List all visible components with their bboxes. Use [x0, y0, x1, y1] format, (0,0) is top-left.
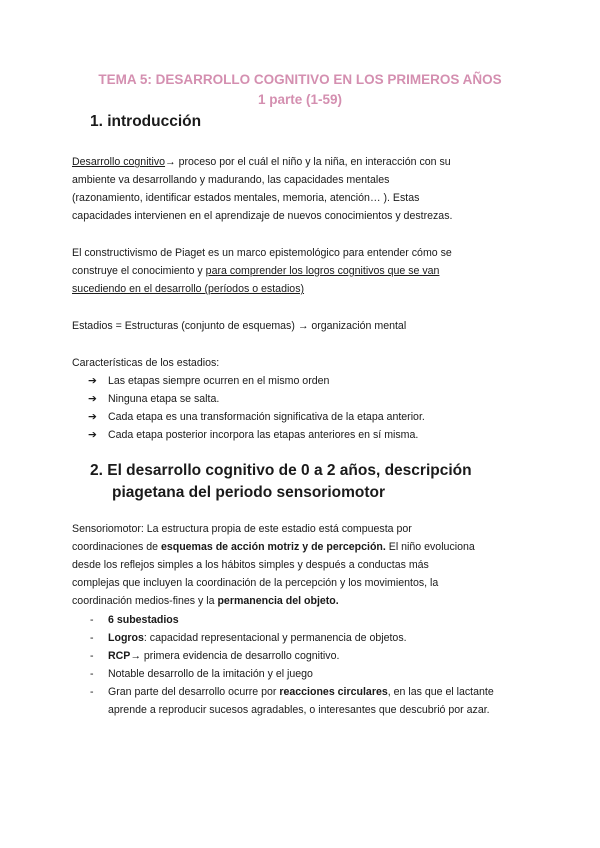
sensoriomotor-list: [90, 611, 530, 719]
dash-marker: -: [90, 668, 94, 680]
list-item-text: Las etapas siempre ocurren en el mismo orden: [108, 375, 330, 387]
list-item: [88, 372, 425, 390]
section-2-heading-line-2: piagetana del periodo sensoriomotor: [112, 484, 386, 501]
p2-line-1: El constructivismo de Piaget es un marco epistemológico para entender cómo se: [72, 247, 452, 259]
list-item: [88, 408, 425, 426]
title-line-2: 1 parte (1-59): [257, 92, 343, 107]
characteristics-label: Características de los estadios:: [72, 357, 220, 369]
s2-line-1: Sensoriomotor: La estructura propia de este estadio está compuesta por: [72, 523, 412, 535]
list-item-text: Gran parte del desarrollo ocurre por: [108, 686, 280, 698]
dash-marker: -: [90, 614, 94, 626]
arrow-icon: ➔: [88, 411, 97, 423]
section-1-paragraph-2: [72, 244, 532, 298]
list-item: [88, 426, 425, 444]
list-item: [88, 390, 425, 408]
arrow-icon: ➔: [88, 429, 97, 441]
s2-line-2a: coordinaciones de: [72, 541, 161, 553]
list-item-bold: RCP: [108, 650, 131, 662]
title-line-1: TEMA 5: DESARROLLO COGNITIVO EN LOS PRIMEROS AÑOS: [98, 72, 502, 87]
list-item-text: Cada etapa posterior incorpora las etapas anteriores en sí misma.: [108, 429, 419, 441]
list-item-text: : capacidad representacional y permanencia de objetos.: [143, 632, 407, 644]
p2-line-2: construye el conocimiento y: [72, 265, 206, 277]
p1-line-2: ambiente va desarrollando y madurando, las capacidades mentales: [72, 174, 390, 186]
document-title: [40, 70, 560, 110]
list-item-text: Notable desarrollo de la imitación y el juego: [108, 668, 313, 680]
list-item-text: → primera evidencia de desarrollo cognitivo.: [130, 650, 340, 662]
s2-line-5a: coordinación medios-fines y la: [72, 595, 218, 607]
s2-bold-permanence: permanencia del objeto.: [217, 595, 339, 607]
list-item-bold: Logros: [108, 632, 144, 644]
list-item-text: 6 subestadios: [108, 614, 179, 626]
list-item-bold: reacciones circulares: [279, 686, 388, 698]
list-item: [90, 665, 530, 683]
s2-bold-schemas: esquemas de acción motriz y de percepción.: [160, 541, 386, 553]
list-item: [90, 629, 530, 647]
section-1-paragraph-1: [72, 153, 532, 225]
p2-underlined-2: sucediendo en el desarrollo (períodos o estadios): [72, 283, 305, 295]
dash-marker: -: [90, 632, 94, 644]
p1-line-4: capacidades intervienen en el aprendizaje de nuevos conocimientos y destrezas.: [72, 210, 453, 222]
list-item-text: Cada etapa es una transformación significativa de la etapa anterior.: [108, 411, 425, 423]
section-2-heading-line-1: 2. El desarrollo cognitivo de 0 a 2 años, descripción: [90, 462, 472, 479]
s2-line-4: complejas que incluyen la coordinación de la percepción y los movimientos, la: [72, 577, 439, 589]
list-item-text: Ninguna etapa se salta.: [108, 393, 220, 405]
arrow-icon: ➔: [88, 393, 97, 405]
list-item-text-cont: , en las que el lactante aprende a reproducir sucesos agradables, o interesantes que descubrió por azar.: [108, 686, 494, 716]
section-2-paragraph-1: [72, 520, 532, 610]
list-item: [90, 611, 530, 629]
p1-line-1: → proceso por el cuál el niño y la niña, en interacción con su: [165, 156, 451, 168]
dash-marker: -: [90, 650, 94, 662]
p1-line-3: (razonamiento, identificar estados mentales, memoria, atención… ). Estas: [72, 192, 420, 204]
dash-marker: -: [90, 686, 94, 698]
characteristics-list: [88, 372, 425, 444]
p2-underlined-1: para comprender los logros cognitivos que se van: [205, 265, 440, 277]
section-2-heading: [90, 460, 472, 504]
list-item: [90, 683, 530, 719]
list-item: [90, 647, 530, 665]
arrow-icon: ➔: [88, 375, 97, 387]
section-1-heading: 1. introducción: [90, 113, 202, 130]
s2-line-3: desde los reflejos simples a los hábitos simples y después a conductas más: [72, 559, 429, 571]
term-desarrollo-cognitivo: Desarrollo cognitivo: [72, 156, 166, 168]
section-1-paragraph-3: Estadios = Estructuras (conjunto de esquemas) → organización mental: [72, 320, 407, 332]
s2-line-2c: El niño evoluciona: [385, 541, 475, 553]
